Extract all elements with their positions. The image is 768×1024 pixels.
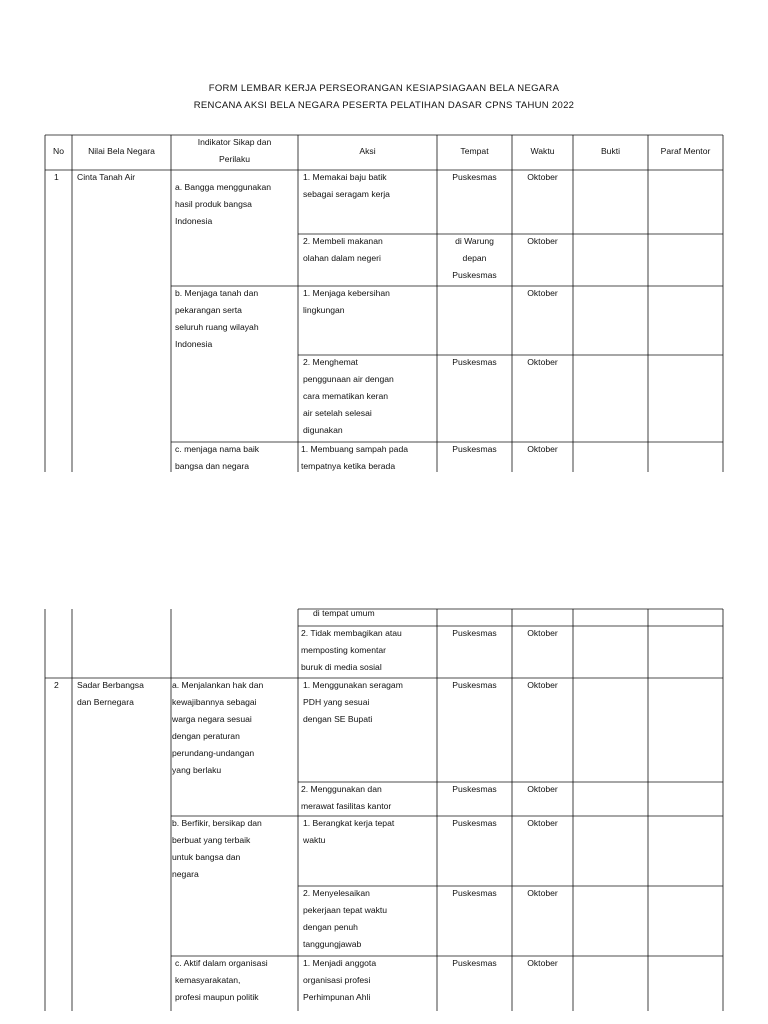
- aksi-anggota-organisasi: 1. Menjadi anggota organisasi profesi Perhimpunan Ahli: [303, 958, 377, 1002]
- aksi-fasilitas-kantor: 2. Menggunakan dan merawat fasilitas kantor: [301, 784, 392, 811]
- aksi-memakai-batik: 1. Memakai baju batik sebagai seragam kerja: [303, 172, 390, 199]
- waktu-2: Oktober: [527, 236, 558, 246]
- row2-indikator-c: c. Aktif dalam organisasi kemasyarakatan, profesi maupun politik: [175, 958, 268, 1002]
- row2-indikator-b: b. Berfikir, bersikap dan berbuat yang terbaik untuk bangsa dan negara: [172, 818, 262, 879]
- header-bukti: Bukti: [600, 146, 621, 156]
- aksi-seragam-pdh: 1. Menggunakan seragam PDH yang sesuai dengan SE Bupati: [303, 680, 403, 724]
- tempat-9: Puskesmas: [452, 818, 497, 828]
- waktu-8: Oktober: [527, 784, 558, 794]
- row2-no: 2: [54, 680, 59, 690]
- tempat-8: Puskesmas: [452, 784, 497, 794]
- tempat-5: Puskesmas: [452, 444, 497, 454]
- row2-indikator-a: a. Menjalankan hak dan kewajibannya sebagai warga negara sesuai dengan peraturan perundang-undangan yang berlaku: [172, 680, 264, 775]
- aksi-menghemat-air: 2. Menghemat penggunaan air dengan cara mematikan keran air setelah selesai digunakan: [303, 357, 394, 435]
- form-title-line-2: RENCANA AKSI BELA NEGARA PESERTA PELATIHAN DASAR CPNS TAHUN 2022: [193, 100, 575, 111]
- row2-nilai: Sadar Berbangsa dan Bernegara: [77, 680, 144, 707]
- row1-indikator-c: c. menjaga nama baik bangsa dan negara: [175, 444, 260, 471]
- waktu-6: Oktober: [527, 628, 558, 638]
- aksi-membeli-makanan: 2. Membeli makanan olahan dalam negeri: [303, 236, 383, 263]
- tempat-2: di Warung depan Puskesmas: [452, 236, 497, 280]
- tempat-4: Puskesmas: [452, 357, 497, 367]
- waktu-10: Oktober: [527, 888, 558, 898]
- aksi-membuang-sampah: 1. Membuang sampah pada tempatnya ketika berada: [301, 444, 409, 471]
- waktu-1: Oktober: [527, 172, 558, 182]
- row1-nilai: Cinta Tanah Air: [77, 172, 136, 182]
- aksi-menyelesaikan-pekerjaan: 2. Menyelesaikan pekerjaan tepat waktu dengan penuh tanggungjawab: [303, 888, 388, 949]
- header-no: No: [53, 146, 64, 156]
- header-aksi: Aksi: [359, 146, 376, 156]
- header-nilai-bela-negara: Nilai Bela Negara: [88, 146, 155, 156]
- waktu-11: Oktober: [527, 958, 558, 968]
- header-paraf-mentor: Paraf Mentor: [660, 146, 711, 156]
- row1-no: 1: [54, 172, 59, 182]
- form-title-line-1: FORM LEMBAR KERJA PERSEORANGAN KESIAPSIAGAAN BELA NEGARA: [208, 83, 560, 94]
- row1-indikator-b: b. Menjaga tanah dan pekarangan serta seluruh ruang wilayah Indonesia: [175, 288, 259, 349]
- header-waktu: Waktu: [530, 146, 555, 156]
- aksi-berangkat-tepat-waktu: 1. Berangkat kerja tepat waktu: [303, 818, 395, 845]
- header-tempat: Tempat: [460, 146, 489, 156]
- waktu-3: Oktober: [527, 288, 558, 298]
- tempat-1: Puskesmas: [452, 172, 497, 182]
- aksi-menjaga-kebersihan: 1. Menjaga kebersihan lingkungan: [303, 288, 390, 315]
- tempat-7: Puskesmas: [452, 680, 497, 690]
- header-indikator: Indikator Sikap dan Perilaku: [197, 137, 272, 164]
- row1-indikator-a: a. Bangga menggunakan hasil produk bangsa Indonesia: [175, 182, 272, 226]
- aksi-continued: di tempat umum: [313, 608, 375, 618]
- tempat-11: Puskesmas: [452, 958, 497, 968]
- aksi-tidak-membagikan: 2. Tidak membagikan atau memposting komentar buruk di media sosial: [301, 628, 402, 672]
- tempat-6: Puskesmas: [452, 628, 497, 638]
- waktu-7: Oktober: [527, 680, 558, 690]
- waktu-9: Oktober: [527, 818, 558, 828]
- waktu-4: Oktober: [527, 357, 558, 367]
- waktu-5: Oktober: [527, 444, 558, 454]
- tempat-10: Puskesmas: [452, 888, 497, 898]
